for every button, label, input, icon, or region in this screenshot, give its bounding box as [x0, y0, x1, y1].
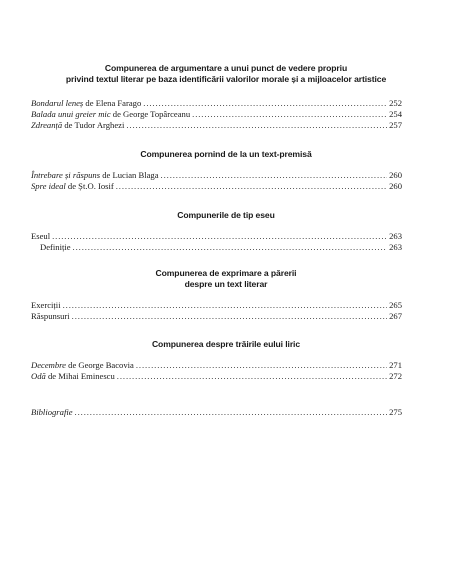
entry-page-number: 260 — [389, 170, 402, 180]
toc-entry-raspunsuri — [31, 311, 402, 321]
entry-title: Definiție — [40, 242, 71, 252]
toc-entry-decembre — [31, 360, 402, 370]
toc-entry-balada-unui-greier-mic — [31, 109, 402, 119]
leader-dots — [192, 109, 387, 119]
entry-title: Eseul — [31, 231, 51, 241]
entry-title: Decembre de George Bacovia — [31, 360, 134, 370]
toc-entry-eseul — [31, 231, 402, 241]
leader-dots — [73, 242, 388, 252]
toc-entry-exercitii — [31, 300, 402, 310]
heading-line: privind textul literar pe baza identificării valorilor morale și a mijloacelor artistice — [65, 74, 387, 84]
entry-title: Exerciții — [31, 300, 61, 310]
entry-title: Odă de Mihai Eminescu — [31, 371, 115, 381]
toc-entry-bibliografie — [31, 407, 402, 417]
entry-page-number: 271 — [389, 360, 402, 370]
leader-dots — [72, 311, 387, 321]
heading-line: Compunerile de tip eseu — [177, 210, 275, 220]
section-heading-exprimare-parere — [30, 268, 422, 290]
section-heading-argumentare — [30, 63, 422, 85]
entry-page-number: 275 — [389, 407, 402, 417]
entry-page-number: 252 — [389, 98, 402, 108]
leader-dots — [126, 120, 387, 130]
entry-title: Bondarul leneș de Elena Farago — [31, 98, 142, 108]
entry-page-number: 265 — [389, 300, 402, 310]
leader-dots — [136, 360, 387, 370]
toc-entry-definitie — [40, 242, 402, 252]
toc-entry-bondarul-lenes — [31, 98, 402, 108]
toc-entry-oda — [31, 371, 402, 381]
toc-entry-spre-ideal — [31, 181, 402, 191]
entry-title: Bibliografie — [31, 407, 73, 417]
entry-page-number: 272 — [389, 371, 402, 381]
leader-dots — [75, 407, 388, 417]
entry-page-number: 257 — [389, 120, 402, 130]
leader-dots — [52, 231, 387, 241]
heading-line: despre un text literar — [184, 279, 268, 289]
heading-line: Compunerea de argumentare a unui punct de vedere propriu — [104, 63, 348, 73]
leader-dots — [161, 170, 388, 180]
entry-page-number: 260 — [389, 181, 402, 191]
entry-title: Răspunsuri — [31, 311, 70, 321]
entry-page-number: 254 — [389, 109, 402, 119]
heading-line: Compunerea despre trăirile eului liric — [151, 339, 301, 349]
section-heading-eseu — [30, 210, 422, 221]
section-heading-text-premisa — [30, 149, 422, 160]
entry-title: Zdreanță de Tudor Arghezi — [31, 120, 125, 130]
section-heading-eul-liric — [30, 339, 422, 350]
entry-page-number: 267 — [389, 311, 402, 321]
leader-dots — [117, 371, 387, 381]
heading-line: Compunerea de exprimare a părerii — [155, 268, 297, 278]
leader-dots — [63, 300, 388, 310]
entry-title: Balada unui greier mic de George Topârceanu — [31, 109, 191, 119]
toc-entry-intrebare-si-raspuns — [31, 170, 402, 180]
heading-line: Compunerea pornind de la un text-premisă — [140, 149, 312, 159]
entry-title: Întrebare și răspuns de Lucian Blaga — [31, 170, 159, 180]
toc-entry-zdreanta — [31, 120, 402, 130]
entry-page-number: 263 — [389, 242, 402, 252]
leader-dots — [143, 98, 387, 108]
entry-title: Spre ideal de Șt.O. Iosif — [31, 181, 114, 191]
leader-dots — [116, 181, 387, 191]
entry-page-number: 263 — [389, 231, 402, 241]
